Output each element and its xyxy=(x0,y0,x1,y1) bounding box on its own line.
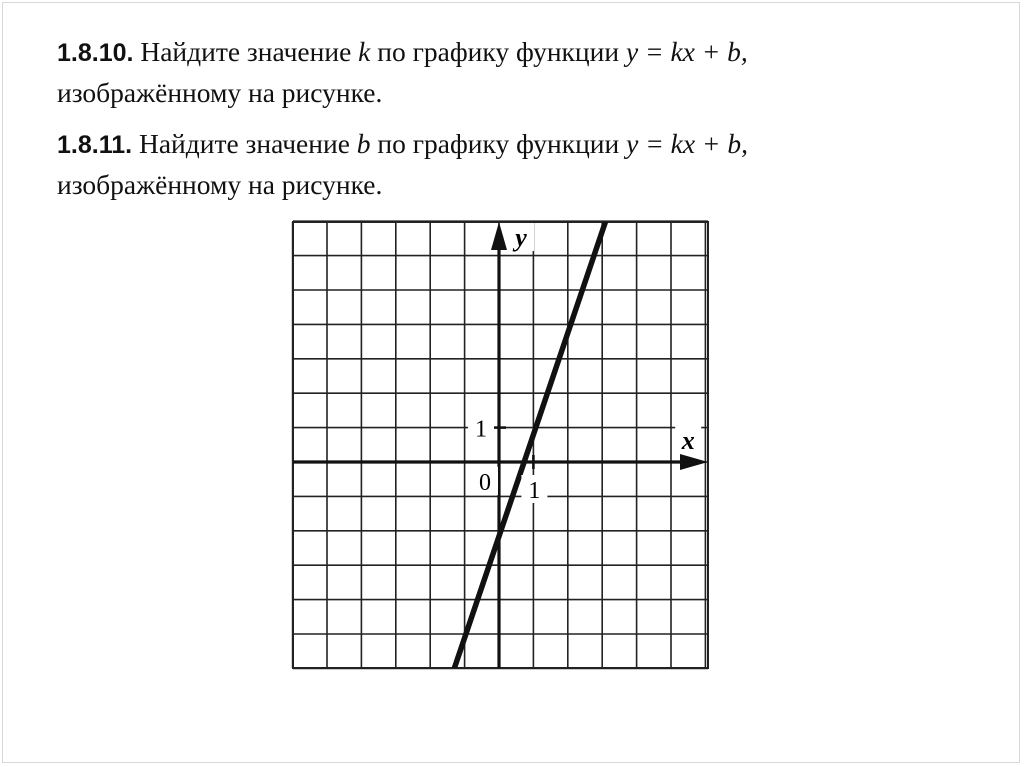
problem-formula: y = kx + b, xyxy=(625,36,748,67)
y-axis-label: y xyxy=(515,223,527,252)
problem-number: 1.8.10. xyxy=(57,39,134,67)
series xyxy=(454,221,605,668)
problem-variable: k xyxy=(358,36,371,67)
problem-variable: b xyxy=(356,128,371,159)
problem-text: Найдите значение xyxy=(140,36,352,67)
axes xyxy=(293,222,708,668)
problem-line-2: изображённому на рисунке. xyxy=(57,77,383,108)
y-axis-arrow xyxy=(491,222,507,250)
problem-line-2: изображённому на рисунке. xyxy=(57,169,383,200)
problem-text: Найдите значение xyxy=(138,128,350,159)
y-tick-label: 1 xyxy=(475,416,487,443)
problem-text: по графику функции xyxy=(377,36,620,67)
problem-text: по графику функции xyxy=(377,128,620,159)
x-axis-arrow xyxy=(680,454,708,470)
x-axis-label: x xyxy=(681,426,695,455)
problem-number: 1.8.11. xyxy=(57,131,133,159)
function-line xyxy=(454,221,605,668)
x-tick-label: 1 xyxy=(528,478,541,504)
problem-formula: y = kx + b, xyxy=(626,128,748,159)
origin-label: 0 xyxy=(479,470,491,496)
